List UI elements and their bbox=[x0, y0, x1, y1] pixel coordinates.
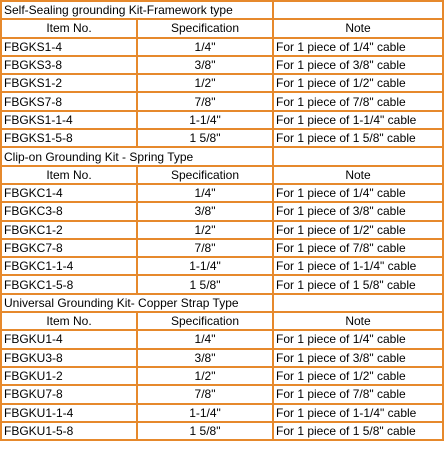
specification-cell: 3/8" bbox=[138, 203, 272, 219]
table-row bbox=[2, 350, 442, 366]
header-note: Note bbox=[274, 313, 442, 329]
header-item-no: Item No. bbox=[2, 20, 136, 36]
header-note: Note bbox=[274, 20, 442, 36]
header-note: Note bbox=[274, 167, 442, 183]
section-title-blank-cell bbox=[274, 295, 442, 311]
note-cell: For 1 piece of 3/8" cable bbox=[274, 57, 442, 73]
table-row bbox=[2, 222, 442, 238]
table-row bbox=[2, 258, 442, 274]
item-no-cell: FBGKU1-4 bbox=[2, 331, 136, 347]
table-row bbox=[2, 405, 442, 421]
table-row bbox=[2, 240, 442, 256]
table-row bbox=[2, 75, 442, 91]
note-cell: For 1 piece of 1 5/8" cable bbox=[274, 423, 442, 439]
header-specification: Specification bbox=[138, 20, 272, 36]
note-cell: For 1 piece of 1/4" cable bbox=[274, 185, 442, 201]
table-row bbox=[2, 57, 442, 73]
header-specification: Specification bbox=[138, 313, 272, 329]
table-row bbox=[2, 203, 442, 219]
note-cell: For 1 piece of 1/2" cable bbox=[274, 368, 442, 384]
note-cell: For 1 piece of 3/8" cable bbox=[274, 203, 442, 219]
table-row bbox=[2, 368, 442, 384]
item-no-cell: FBGKU7-8 bbox=[2, 386, 136, 402]
note-cell: For 1 piece of 1/2" cable bbox=[274, 222, 442, 238]
header-row bbox=[2, 313, 442, 329]
table-row bbox=[2, 423, 442, 439]
note-cell: For 1 piece of 1-1/4" cable bbox=[274, 112, 442, 128]
item-no-cell: FBGKC1-2 bbox=[2, 222, 136, 238]
table-row bbox=[2, 185, 442, 201]
specification-cell: 1/4" bbox=[138, 331, 272, 347]
note-cell: For 1 piece of 7/8" cable bbox=[274, 386, 442, 402]
table-row bbox=[2, 386, 442, 402]
section-title: Self-Sealing grounding Kit-Framework type bbox=[2, 2, 272, 18]
specification-cell: 7/8" bbox=[138, 240, 272, 256]
note-cell: For 1 piece of 3/8" cable bbox=[274, 350, 442, 366]
section-title-blank-cell bbox=[274, 2, 442, 18]
item-no-cell: FBGKS7-8 bbox=[2, 93, 136, 109]
section-title-row bbox=[2, 148, 442, 164]
table-row bbox=[2, 39, 442, 55]
specification-cell: 1-1/4" bbox=[138, 112, 272, 128]
item-no-cell: FBGKC1-5-8 bbox=[2, 276, 136, 292]
specification-cell: 1-1/4" bbox=[138, 405, 272, 421]
item-no-cell: FBGKS3-8 bbox=[2, 57, 136, 73]
item-no-cell: FBGKS1-4 bbox=[2, 39, 136, 55]
section-title-blank-cell bbox=[274, 148, 442, 164]
item-no-cell: FBGKU3-8 bbox=[2, 350, 136, 366]
header-row bbox=[2, 20, 442, 36]
note-cell: For 1 piece of 1/4" cable bbox=[274, 331, 442, 347]
specification-cell: 1/4" bbox=[138, 39, 272, 55]
table-row bbox=[2, 93, 442, 109]
item-no-cell: FBGKU1-2 bbox=[2, 368, 136, 384]
specification-cell: 3/8" bbox=[138, 350, 272, 366]
note-cell: For 1 piece of 7/8" cable bbox=[274, 240, 442, 256]
table-row bbox=[2, 331, 442, 347]
specification-cell: 7/8" bbox=[138, 93, 272, 109]
note-cell: For 1 piece of 1-1/4" cable bbox=[274, 258, 442, 274]
specification-cell: 1/2" bbox=[138, 222, 272, 238]
item-no-cell: FBGKU1-1-4 bbox=[2, 405, 136, 421]
section-title-row bbox=[2, 295, 442, 311]
table-row bbox=[2, 276, 442, 292]
section-title: Clip-on Grounding Kit - Spring Type bbox=[2, 148, 272, 164]
note-cell: For 1 piece of 1/2" cable bbox=[274, 75, 442, 91]
header-item-no: Item No. bbox=[2, 313, 136, 329]
note-cell: For 1 piece of 1-1/4" cable bbox=[274, 405, 442, 421]
item-no-cell: FBGKC1-4 bbox=[2, 185, 136, 201]
section-title-row bbox=[2, 2, 442, 18]
item-no-cell: FBGKS1-5-8 bbox=[2, 130, 136, 146]
item-no-cell: FBGKC7-8 bbox=[2, 240, 136, 256]
item-no-cell: FBGKU1-5-8 bbox=[2, 423, 136, 439]
specification-cell: 1 5/8" bbox=[138, 423, 272, 439]
specification-cell: 7/8" bbox=[138, 386, 272, 402]
specification-cell: 1/4" bbox=[138, 185, 272, 201]
item-no-cell: FBGKS1-2 bbox=[2, 75, 136, 91]
item-no-cell: FBGKC3-8 bbox=[2, 203, 136, 219]
specification-cell: 1 5/8" bbox=[138, 130, 272, 146]
table-row bbox=[2, 130, 442, 146]
item-no-cell: FBGKS1-1-4 bbox=[2, 112, 136, 128]
note-cell: For 1 piece of 1 5/8" cable bbox=[274, 276, 442, 292]
header-specification: Specification bbox=[138, 167, 272, 183]
note-cell: For 1 piece of 1/4" cable bbox=[274, 39, 442, 55]
specification-cell: 1-1/4" bbox=[138, 258, 272, 274]
specification-cell: 1/2" bbox=[138, 75, 272, 91]
header-row bbox=[2, 167, 442, 183]
specification-cell: 1/2" bbox=[138, 368, 272, 384]
specification-cell: 3/8" bbox=[138, 57, 272, 73]
note-cell: For 1 piece of 1 5/8" cable bbox=[274, 130, 442, 146]
section-title: Universal Grounding Kit- Copper Strap Type bbox=[2, 295, 272, 311]
item-no-cell: FBGKC1-1-4 bbox=[2, 258, 136, 274]
note-cell: For 1 piece of 7/8" cable bbox=[274, 93, 442, 109]
table-row bbox=[2, 112, 442, 128]
header-item-no: Item No. bbox=[2, 167, 136, 183]
specification-cell: 1 5/8" bbox=[138, 276, 272, 292]
